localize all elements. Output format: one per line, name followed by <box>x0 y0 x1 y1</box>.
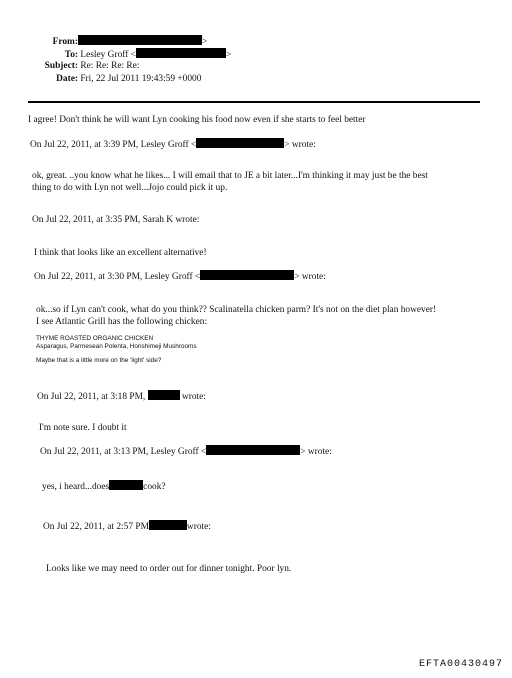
message-body-line: ok...so if Lyn can't cook, what do you think?? Scalinatella chicken parm? It's not on the diet plan however! <box>36 305 437 315</box>
attribution-text: > wrote: <box>300 447 332 457</box>
attribution-line <box>30 138 316 151</box>
attribution-text: On Jul 22, 2011, at 3:39 PM, Lesley Groff < <box>30 140 197 150</box>
attribution-line: On Jul 22, 2011, at 3:35 PM, Sarah K wrote: <box>32 215 200 225</box>
message-body-line: ok, great. ..you know what he likes... I will email that to JE a bit later...I'm thinking it may just be the best <box>32 171 428 181</box>
message-text: yes, i heard...does <box>42 482 110 492</box>
redaction-box <box>148 390 180 400</box>
date-line <box>30 74 201 85</box>
redaction-box <box>78 35 202 45</box>
attribution-text: On Jul 22, 2011, at 3:30 PM, Lesley Groff < <box>34 272 201 282</box>
message-body-line: thing to do with Lyn not well...Jojo could pick it up. <box>32 183 228 193</box>
attribution-line <box>43 520 211 533</box>
attribution-text: On Jul 22, 2011, at 2:57 PM <box>43 522 149 532</box>
redaction-box <box>109 480 143 490</box>
date-label: Date: <box>56 74 78 84</box>
message-body <box>42 480 166 493</box>
message-body: I think that looks like an excellent alternative! <box>34 248 207 258</box>
to-line <box>30 48 231 61</box>
header-divider <box>28 101 480 103</box>
menu-item-title: THYME ROASTED ORGANIC CHICKEN <box>36 335 154 342</box>
message-body-line: I see Atlantic Grill has the following chicken: <box>36 317 208 327</box>
message-body: I'm note sure. I doubt it <box>39 423 127 433</box>
attribution-text: wrote: <box>186 522 211 532</box>
redaction-box <box>136 48 226 58</box>
subject-line <box>30 61 139 72</box>
to-value: Lesley Groff < <box>80 50 136 60</box>
redaction-box <box>206 445 300 455</box>
attribution-text: On Jul 22, 2011, at 3:13 PM, Lesley Groff < <box>40 447 207 457</box>
subject-value: Re: Re: Re: Re: <box>80 61 140 71</box>
redaction-box <box>196 138 284 148</box>
attribution-line <box>34 270 326 283</box>
attribution-line <box>37 390 206 403</box>
from-label: From: <box>52 37 78 47</box>
redaction-box <box>149 520 187 530</box>
from-line <box>30 35 207 48</box>
attribution-text: On Jul 22, 2011, at 3:18 PM, <box>37 392 146 402</box>
redaction-box <box>200 270 294 280</box>
message-text: cook? <box>143 482 166 492</box>
attribution-text: > wrote: <box>284 140 316 150</box>
from-close: > <box>202 37 208 47</box>
message-body: Looks like we may need to order out for dinner tonight. Poor lyn. <box>46 564 292 574</box>
date-value: Fri, 22 Jul 2011 19:43:59 +0000 <box>80 74 202 84</box>
message-body: I agree! Don't think he will want Lyn cooking his food now even if she starts to feel better <box>28 115 366 125</box>
to-label: To: <box>64 50 78 60</box>
attribution-text: > wrote: <box>294 272 326 282</box>
document-id: EFTA00430497 <box>418 659 503 670</box>
to-close: > <box>225 50 232 60</box>
attribution-line <box>40 445 332 458</box>
menu-note: Maybe that is a little more on the 'light' side? <box>36 357 162 364</box>
attribution-text: wrote: <box>181 392 206 402</box>
subject-label: Subject: <box>44 61 78 71</box>
menu-item-description: Asparagus, Parmesean Polenta, Honshimeji Mushrooms <box>36 343 197 350</box>
